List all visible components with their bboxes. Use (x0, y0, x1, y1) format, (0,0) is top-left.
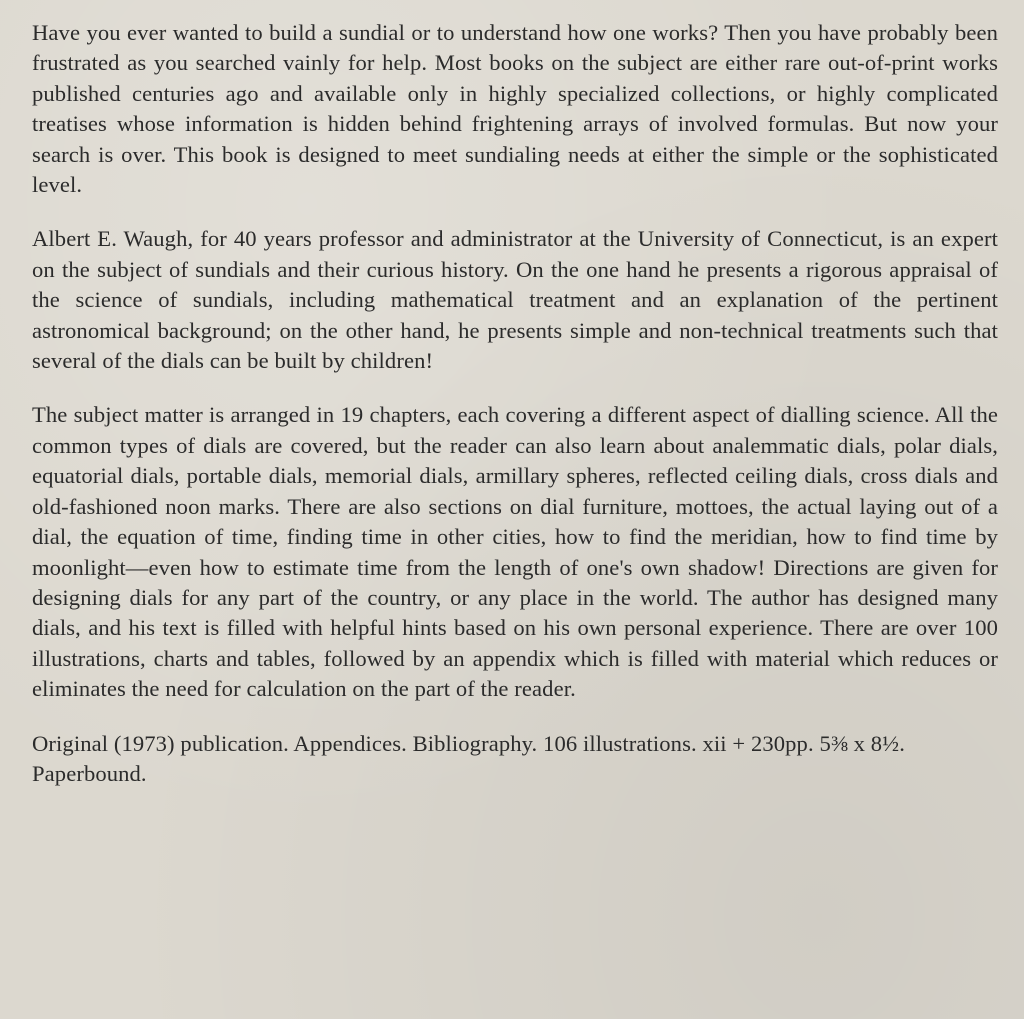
publication-details: Original (1973) publication. Appendices. Bibliography. 106 illustrations. xii + 230pp. 5⅜ x 8½. Paperbound. (32, 730, 905, 786)
description-paragraph-contents: The subject matter is arranged in 19 chapters, each covering a different aspect of dialling science. All the common types of dials are covered, but the reader can also learn about analemmatic dials, polar dials, equatorial dials, portable dials, memorial dials, armillary spheres, reflected ceiling dials, cross dials and old-fashioned noon marks. There are also sections on dial furniture, mottoes, the actual laying out of a dial, the equation of time, finding time in other cities, how to find the meridian, how to find time by moonlight—even how to estimate time from the length of one's own shadow! Directions are given for designing dials for any part of the country, or any place in the world. The author has designed many dials, and his text is filled with helpful hints based on his own personal experience. There are over 100 illustrations, charts and tables, followed by an appendix which is filled with material which reduces or eliminates the need for calculation on the part of the reader. (32, 402, 998, 702)
description-paragraph-intro: Have you ever wanted to build a sundial or to understand how one works? Then you have probably been frustrated as you searched vainly for help. Most books on the subject are either rare out-of-print works published centuries ago and available only in highly specialized collections, or highly complicated treatises whose information is hidden behind frightening arrays of involved formulas. But now your search is over. This book is designed to meet sundialing needs at either the simple or the sophisticated level. (32, 20, 998, 198)
description-paragraph-author: Albert E. Waugh, for 40 years professor and administrator at the University of Connecticut, is an expert on the subject of sundials and their curious history. On the one hand he presents a rigorous appraisal of the science of sundials, including mathematical treatment and an explanation of the pertinent astronomical background; on the other hand, he presents simple and non-technical treatments such that several of the dials can be built by children! (32, 226, 998, 374)
